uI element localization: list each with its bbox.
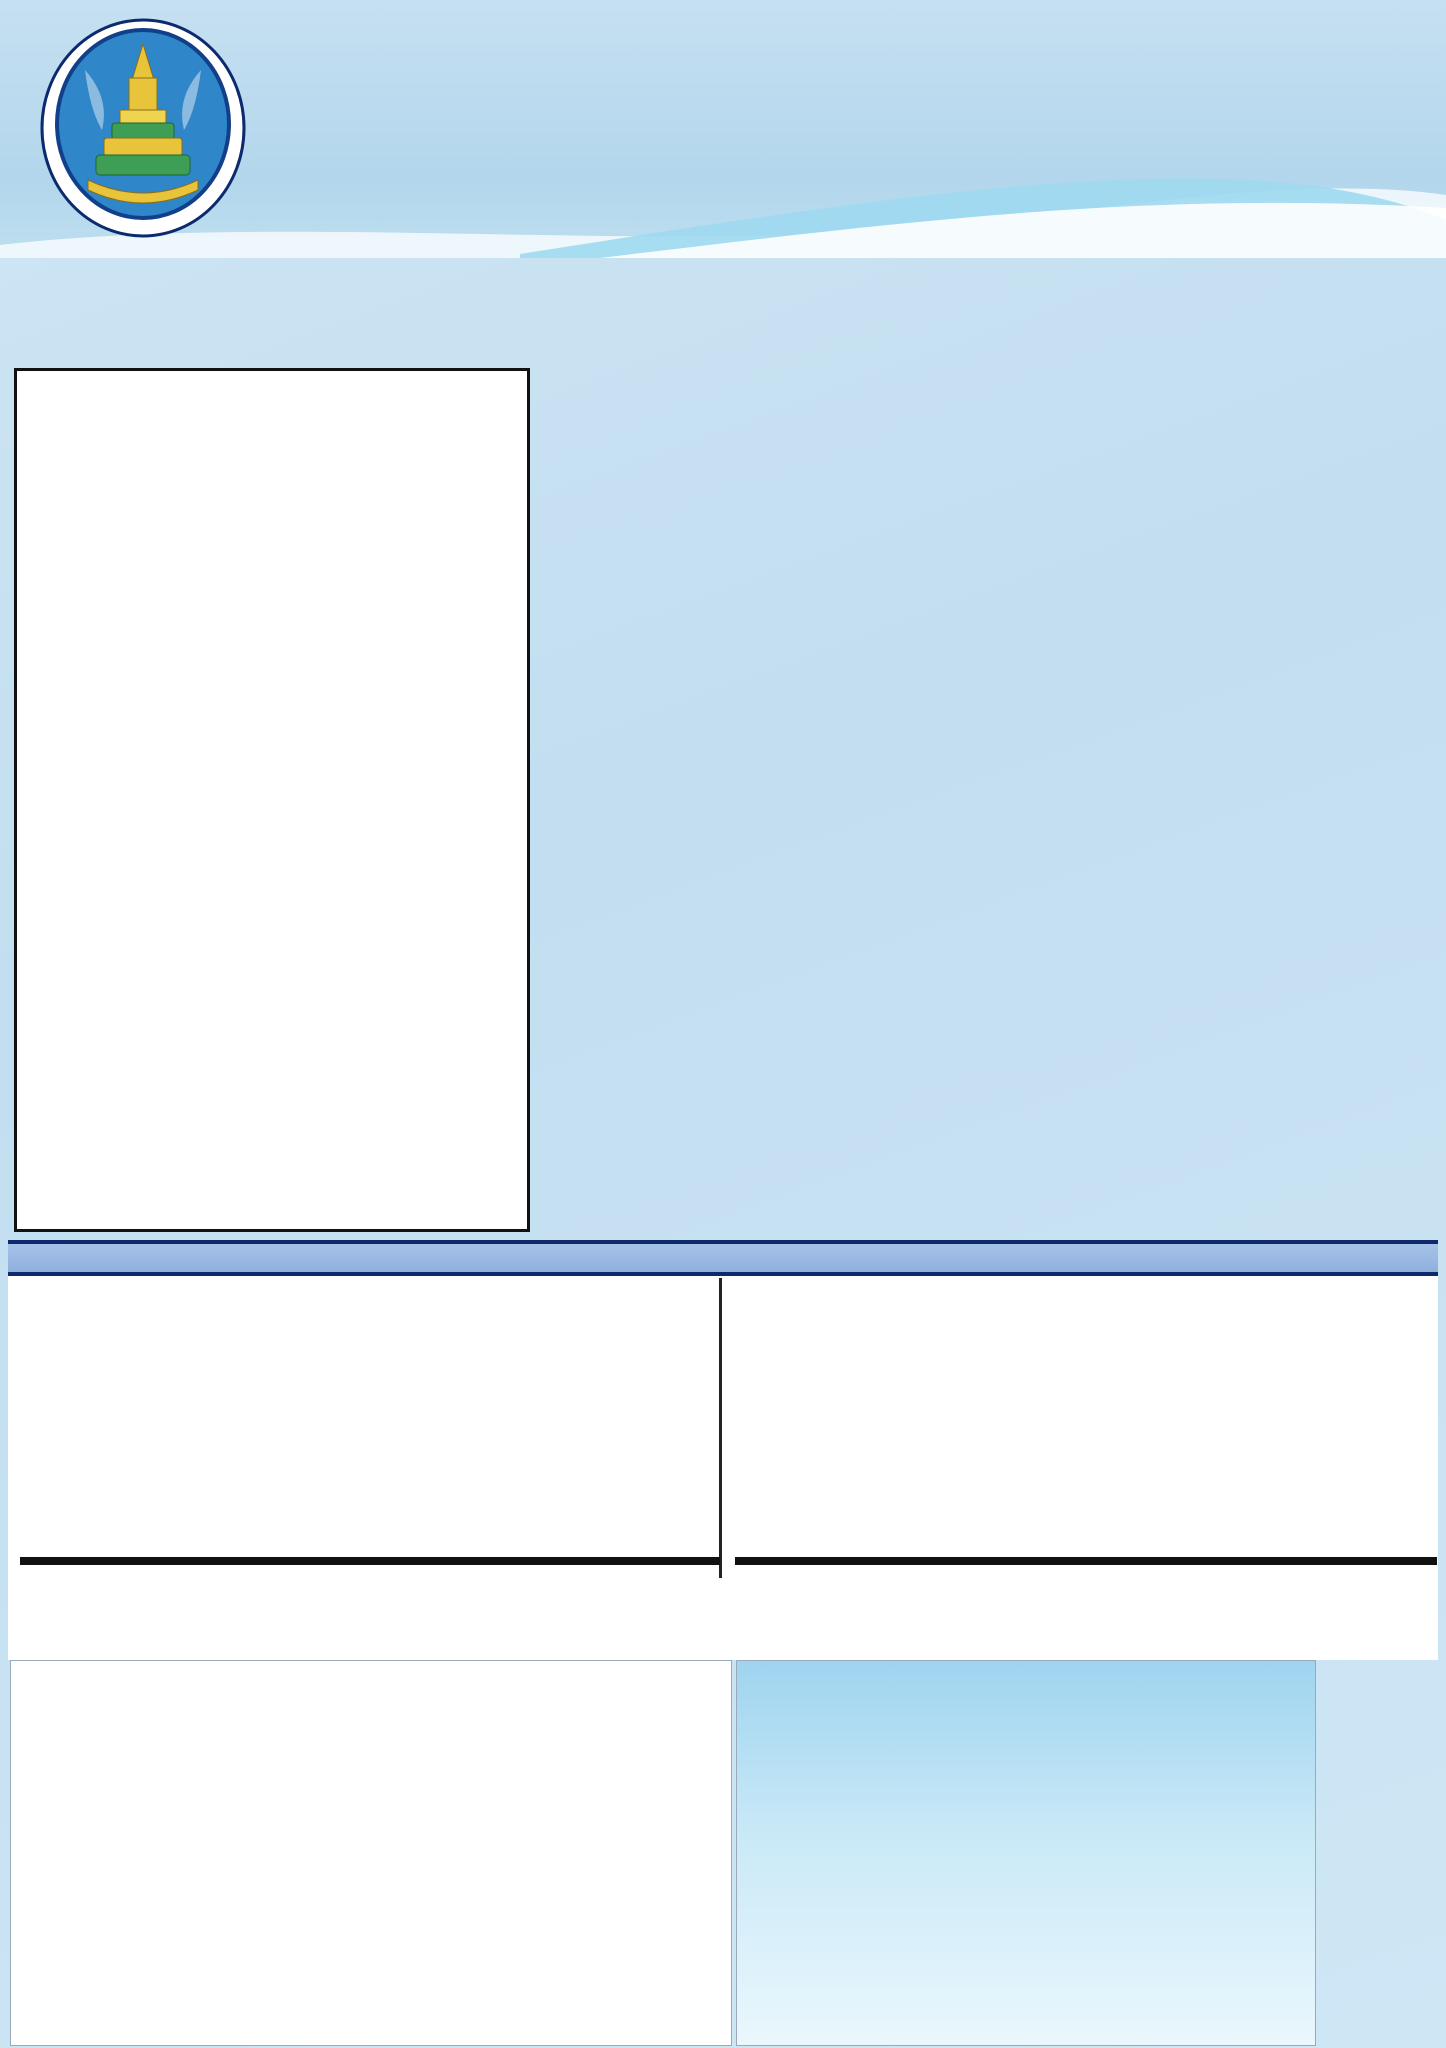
monitoring-banner xyxy=(8,1240,1438,1276)
province-map[interactable] xyxy=(14,368,530,1232)
cross-section-i17-chart[interactable] xyxy=(22,1282,719,1582)
kwan-level-chart xyxy=(11,1661,731,2045)
province-map-svg xyxy=(17,371,527,1229)
station-table-i17 xyxy=(20,1557,720,1565)
cross-section-y31-chart[interactable] xyxy=(740,1282,1437,1582)
rainfall-chart-panel[interactable] xyxy=(736,1660,1316,2046)
station-table-y31 xyxy=(735,1557,1437,1565)
rainfall-chart xyxy=(737,1687,1315,2043)
department-logo xyxy=(30,10,260,256)
kwan-phayao-level-chart-panel[interactable] xyxy=(10,1660,732,2046)
panel-divider xyxy=(719,1278,722,1578)
header xyxy=(0,0,1446,258)
